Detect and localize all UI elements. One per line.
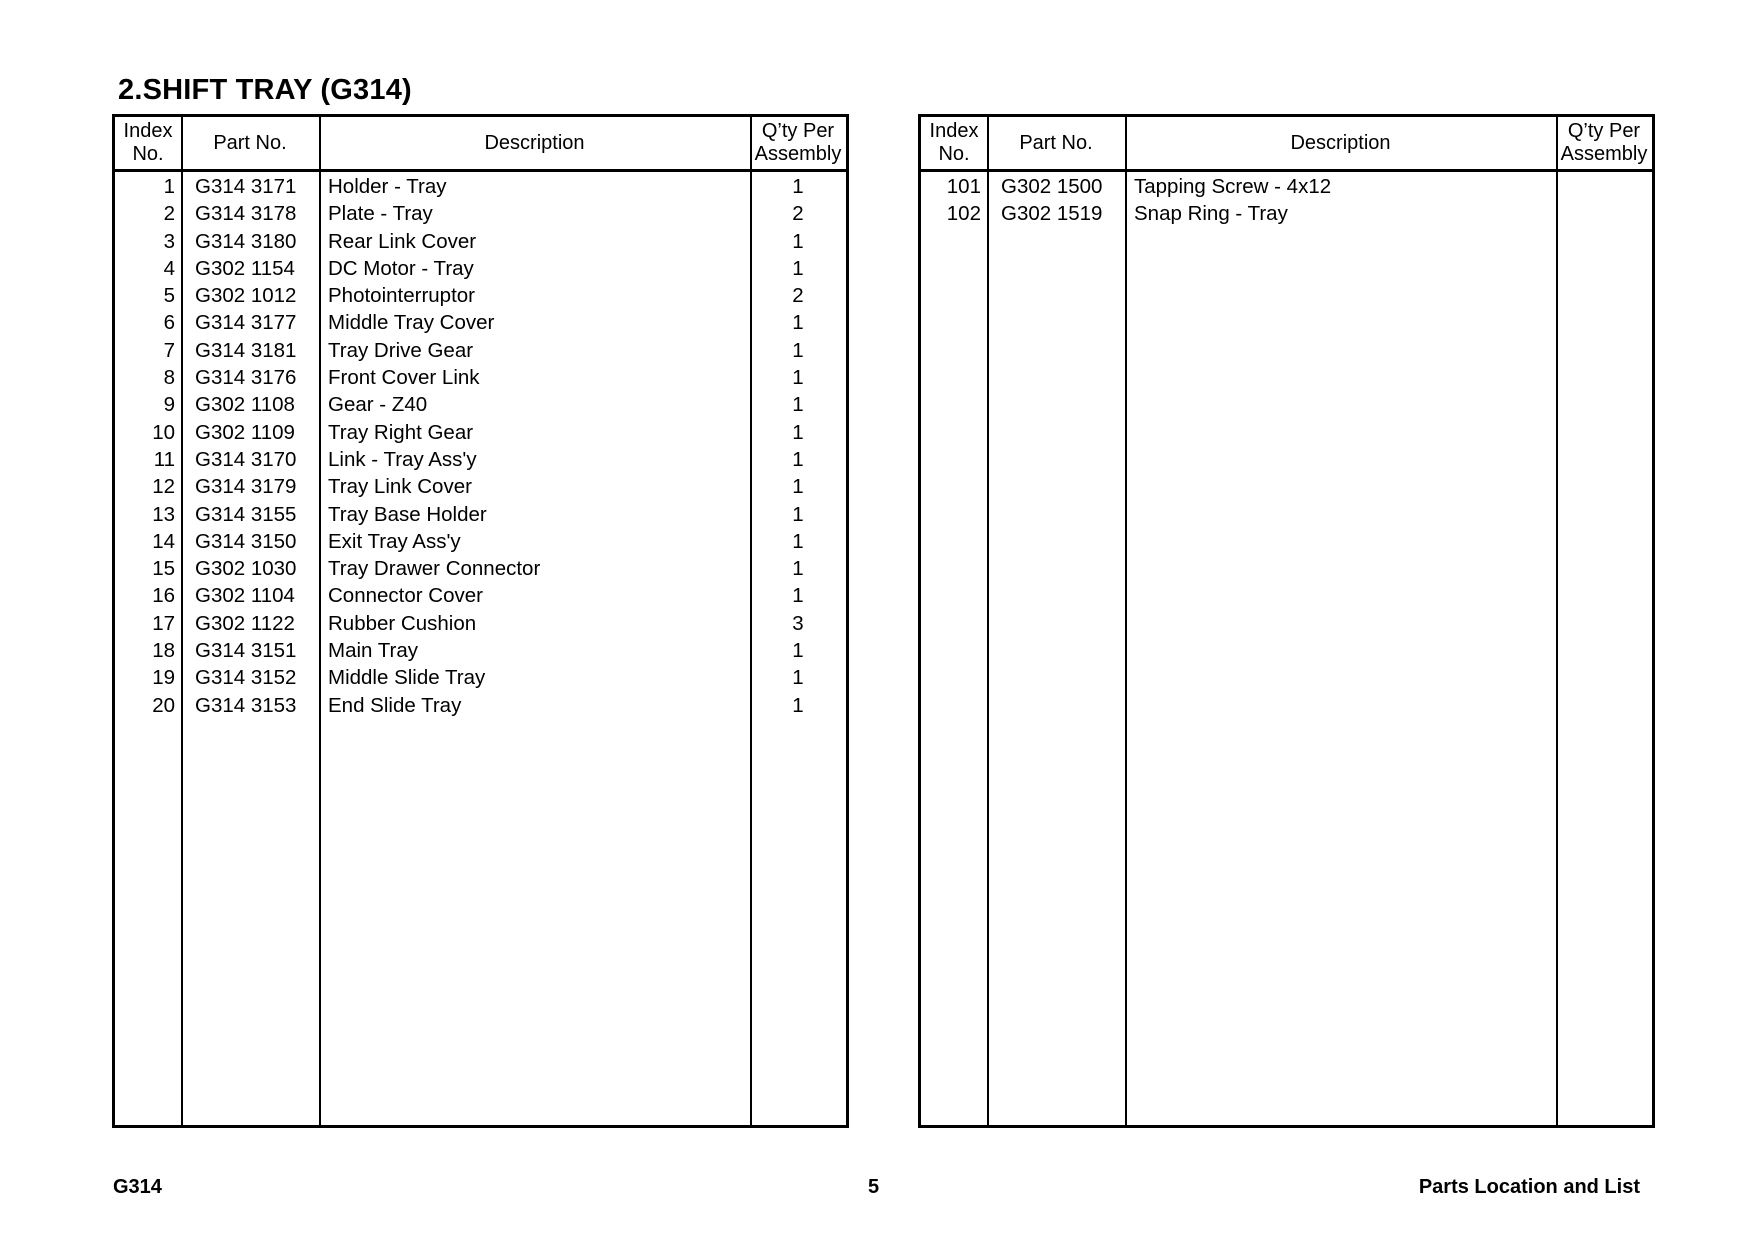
cell-index: 11 [153,447,175,471]
column-divider [1125,117,1127,1125]
cell-description: DC Motor - Tray [328,256,474,280]
cell-qty: 2 [792,284,804,308]
cell-part-no: G314 3155 [195,502,297,526]
table-row [115,281,846,308]
cell-index: 14 [152,529,175,553]
cell-part-no: G314 3170 [195,447,297,471]
cell-index: 101 [946,175,981,198]
cell-description: Connector Cover [328,584,483,608]
cell-qty: 1 [792,502,804,526]
table-row [115,554,846,581]
cell-index: 102 [946,202,981,226]
header-part-no: Part No. [1019,131,1093,154]
cell-description: Plate - Tray [328,202,433,226]
cell-qty: 1 [792,475,804,499]
cell-description: Middle Slide Tray [328,666,486,690]
cell-qty: 1 [792,584,804,608]
table-row [921,199,1652,226]
table-row [115,308,846,335]
cell-index: 4 [163,256,175,280]
table-row [115,199,846,226]
cell-index: 3 [163,229,175,253]
cell-part-no: G302 1104 [195,584,295,608]
table-row [115,227,846,254]
cell-index: 17 [152,611,175,635]
cell-qty: 1 [792,639,804,663]
cell-qty: 1 [792,557,804,581]
cell-description: Tray Right Gear [328,420,474,444]
table-row [921,172,1652,199]
table-row [115,500,846,527]
table-row [115,172,846,199]
cell-qty: 1 [792,666,804,690]
cell-qty: 2 [792,202,804,226]
table-row [115,336,846,363]
cell-description: Link - Tray Ass'y [328,447,477,471]
cell-description: Gear - Z40 [328,393,428,417]
header-description: Description [1290,131,1391,154]
cell-part-no: G302 1108 [195,393,295,417]
table-row [115,663,846,690]
cell-qty: 1 [792,693,804,717]
cell-index: 10 [152,420,175,444]
table-row [115,527,846,554]
cell-index: 12 [152,475,175,499]
cell-description: Holder - Tray [328,175,447,198]
cell-qty: 1 [792,393,804,417]
table-body [115,172,846,718]
cell-part-no: G314 3153 [195,693,297,717]
cell-description: Snap Ring - Tray [1134,202,1288,226]
cell-qty: 1 [792,529,804,553]
cell-qty: 1 [792,338,804,362]
cell-index: 19 [152,666,175,690]
header-index: Index No. [123,120,173,165]
column-divider [1556,117,1558,1125]
cell-description: Rear Link Cover [328,229,477,253]
table-row [115,390,846,417]
header-description: Description [484,131,585,154]
cell-description: Tray Drive Gear [328,338,474,362]
cell-part-no: G302 1519 [1001,202,1103,226]
table-body [921,172,1652,227]
cell-index: 1 [163,175,175,198]
cell-index: 18 [152,639,175,663]
header-qty: Q’ty Per Assembly [754,120,842,165]
cell-part-no: G302 1012 [195,284,297,308]
cell-qty: 1 [792,229,804,253]
table-row [115,363,846,390]
cell-part-no: G314 3181 [195,338,297,362]
table-row [115,691,846,718]
cell-description: End Slide Tray [328,693,462,717]
cell-index: 6 [163,311,175,335]
table-row [115,581,846,608]
cell-index: 5 [163,284,175,308]
cell-part-no: G314 3150 [195,529,297,553]
cell-description: Tray Link Cover [328,475,472,499]
cell-part-no: G302 1109 [195,420,295,444]
cell-part-no: G302 1030 [195,557,297,581]
cell-part-no: G314 3151 [195,639,297,663]
cell-index: 8 [163,366,175,390]
cell-qty: 1 [792,447,804,471]
footer-page-number: 5 [868,1176,880,1198]
cell-qty: 1 [792,366,804,390]
cell-part-no: G314 3178 [195,202,297,226]
footer-model: G314 [113,1176,162,1198]
table-row [115,418,846,445]
footer-section-title: Parts Location and List [1418,1176,1640,1198]
cell-description: Tray Drawer Connector [328,557,541,581]
cell-index: 2 [163,202,175,226]
cell-qty: 1 [792,175,804,198]
cell-part-no: G314 3176 [195,366,297,390]
table-row [115,636,846,663]
cell-part-no: G314 3180 [195,229,297,253]
cell-description: Front Cover Link [328,366,480,390]
cell-description: Photointerruptor [328,284,476,308]
cell-qty: 1 [792,311,804,335]
cell-part-no: G314 3152 [195,666,297,690]
table-row [115,445,846,472]
cell-description: Tapping Screw - 4x12 [1134,175,1332,198]
cell-description: Tray Base Holder [328,502,487,526]
cell-part-no: G314 3171 [195,175,297,198]
cell-part-no: G302 1154 [195,256,295,280]
cell-part-no: G314 3177 [195,311,297,335]
header-index: Index No. [929,120,979,165]
cell-part-no: G302 1122 [195,611,295,635]
cell-part-no: G302 1500 [1001,175,1103,198]
cell-qty: 3 [792,611,804,635]
cell-qty: 1 [792,420,804,444]
cell-description: Main Tray [328,639,418,663]
cell-index: 9 [163,393,175,417]
parts-table-left [112,114,849,1128]
page-title: 2.SHIFT TRAY (G314) [118,74,412,106]
cell-description: Middle Tray Cover [328,311,495,335]
table-row [115,254,846,281]
cell-qty: 1 [792,256,804,280]
cell-description: Exit Tray Ass'y [328,529,461,553]
cell-index: 16 [152,584,175,608]
header-qty: Q’ty Per Assembly [1560,120,1648,165]
parts-table-right [918,114,1655,1128]
table-row [115,609,846,636]
cell-index: 13 [152,502,175,526]
table-row [115,472,846,499]
cell-index: 15 [152,557,175,581]
cell-description: Rubber Cushion [328,611,477,635]
cell-part-no: G314 3179 [195,475,297,499]
column-divider [987,117,989,1125]
cell-index: 7 [163,338,175,362]
cell-index: 20 [152,693,175,717]
header-part-no: Part No. [213,131,287,154]
